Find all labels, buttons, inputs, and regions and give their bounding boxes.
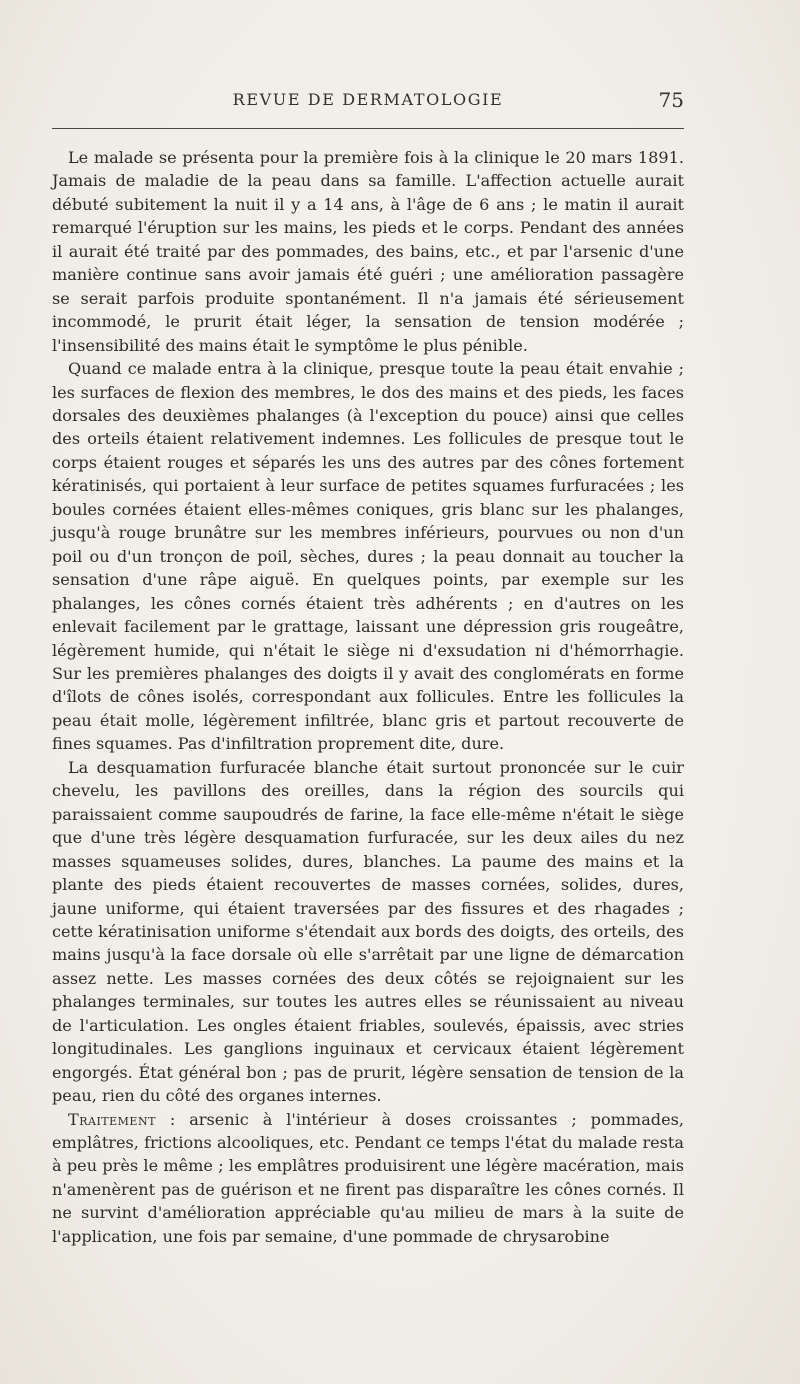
- paragraph-text: : arsenic à l'intérieur à doses croissantes ; pommades, emplâtres, frictions alcooliques, etc. Pendant ce temps l'état du malade resta à peu près le même ; les emplâtres produisirent une légère macération, mais n'amenèrent pas de guérison et ne firent pas disparaître les cônes cornés. Il ne survint d'amélioration appréciable qu'au milieu de mars à la suite de l'application, une fois par semaine, d'une pommade de chrysarobine: [52, 1109, 684, 1246]
- header-rule: [52, 128, 684, 129]
- paragraph: La desquamation furfuracée blanche était surtout prononcée sur le cuir chevelu, les pavillons des oreilles, dans la région des sourcils qui paraissaient comme saupoudrés de farine, la face elle-même n'était le siège que d'une très légère desquamation furfuracée, sur les deux ailes du nez masses squameuses solides, dures, blanches. La paume des mains et la plante des pieds étaient recouvertes de masses cornées, solides, dures, jaune uniforme, qui étaient traversées par des fissures et des rhagades ; cette kératinisation uniforme s'étendait aux bords des doigts, des orteils, des mains jusqu'à la face dorsale où elle s'arrêtait par une ligne de démarcation assez nette. Les masses cornées des deux côtés se rejoignaient sur les phalanges terminales, sur toutes les autres elles se réunissaient au niveau de l'articulation. Les ongles étaient friables, soulevés, épaissis, avec stries longitudinales. Les ganglions inguinaux et cervicaux étaient légèrement engorgés. État général bon ; pas de prurit, légère sensation de tension de la peau, rien du côté des organes internes.: [52, 757, 684, 1106]
- paragraph-lead: Traitement: [68, 1109, 156, 1129]
- running-title: REVUE DE DERMATOLOGIE: [232, 90, 504, 109]
- page-header: [52, 90, 684, 120]
- paragraph: Quand ce malade entra à la clinique, presque toute la peau était envahie ; les surfaces de flexion des membres, le dos des mains et des pieds, les faces dorsales des deuxièmes phalanges (à l'exception du pouce) ainsi que celles des orteils étaient relativement indemnes. Les follicules de presque tout le corps étaient rouges et séparés les uns des autres par des cônes fortement kératinisés, qui portaient à leur surface de petites squames furfuracées ; les boules cornées étaient elles-mêmes coniques, gris blanc sur les phalanges, jusqu'à rouge brunâtre sur les membres inférieurs, pourvues ou non d'un poil ou d'un tronçon de poil, sèches, dures ; la peau donnait au toucher la sensation d'une râpe aiguë. En quelques points, par exemple sur les phalanges, les cônes cornés étaient très adhérents ; en d'autres on les enlevait facilement par le grattage, laissant une dépression gris rougeâtre, légèrement humide, qui n'était le siège ni d'exsudation ni d'hémorrhagie. Sur les premières phalanges des doigts il y avait des conglomérats en forme d'îlots de cônes isolés, correspondant aux follicules. Entre les follicules la peau était molle, légèrement infiltrée, blanc gris et partout recouverte de fines squames. Pas d'infiltration proprement dite, dure.: [52, 359, 684, 754]
- page-number: 75: [658, 88, 684, 112]
- paragraph: [52, 1108, 684, 1249]
- body-text: [52, 146, 684, 1248]
- paragraph: Le malade se présenta pour la première fois à la clinique le 20 mars 1891. Jamais de maladie de la peau dans sa famille. L'affection actuelle aurait débuté subitement la nuit il y a 14 ans, à l'âge de 6 ans ; le matin il aurait remarqué l'éruption sur les mains, les pieds et le corps. Pendant des années il aurait été traité par des pommades, des bains, etc., et par l'arsenic d'une manière continue sans avoir jamais été guéri ; une amélioration passagère se serait parfois produite spontanément. Il n'a jamais été sérieusement incommodé, le prurit était léger, la sensation de tension modérée ; l'insensibilité des mains était le symptôme le plus pénible.: [52, 148, 684, 355]
